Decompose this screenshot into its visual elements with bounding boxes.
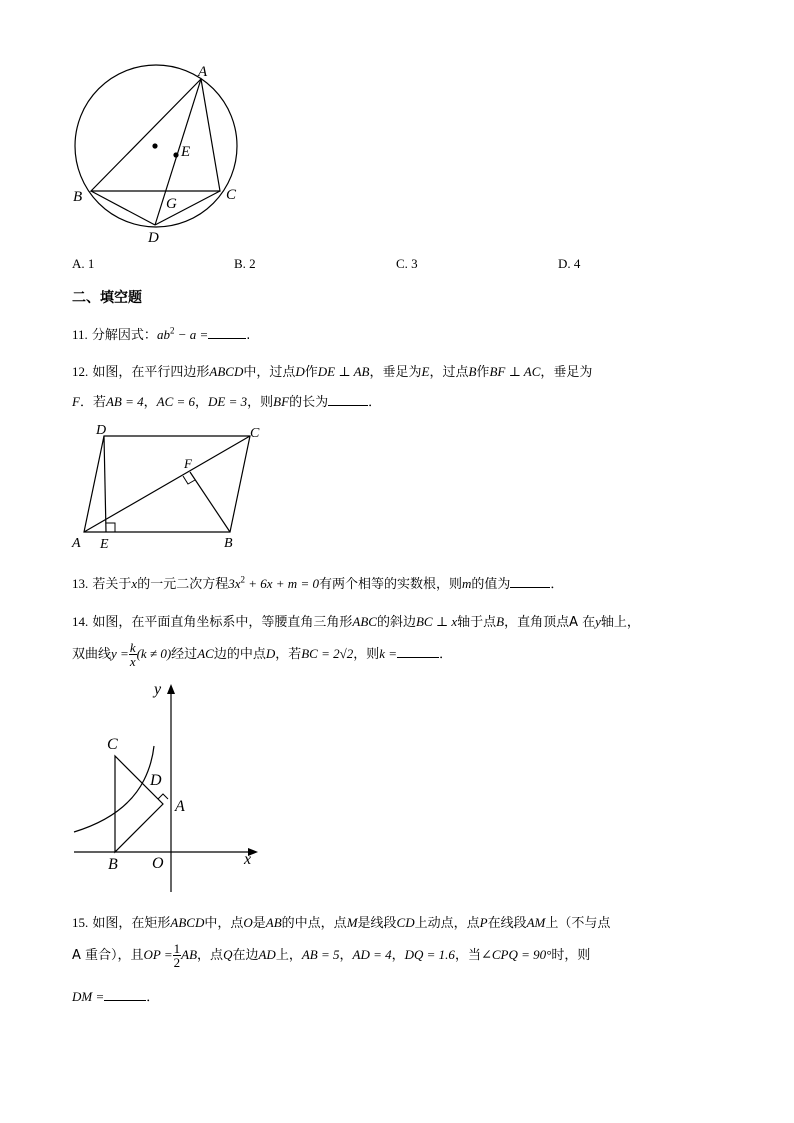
q14-answer-blank[interactable] (397, 645, 439, 658)
q15-ab: AB (265, 915, 282, 930)
q15-angle: ∠CPQ = 90° (480, 947, 552, 962)
q15-ad-value: AD = 4 (352, 947, 392, 962)
right-angle-mark-e (106, 523, 115, 532)
segment-cd (155, 191, 220, 225)
question-15-line2 (72, 938, 590, 972)
q13-text-2: 的一元二次方程 (137, 577, 229, 592)
label-x: x (244, 851, 252, 868)
q14-frac-num: k (129, 640, 136, 655)
y-axis-arrow (167, 684, 175, 694)
q14-text-7: 经过 (171, 647, 198, 662)
label-e: E (181, 144, 191, 160)
label-o: O (152, 855, 164, 872)
q13-end: ． (550, 577, 564, 592)
q11-text: 分解因式： (91, 328, 157, 343)
q12-e: E (421, 364, 430, 379)
segment-bf (190, 472, 230, 532)
label-d: D (148, 230, 159, 246)
q14-k-eq: k = (379, 646, 398, 661)
q14-bc-value: BC = 2√2 (301, 646, 354, 661)
q14-text-6: 双曲线 (72, 647, 112, 662)
q13-text-1: 若关于 (92, 577, 132, 592)
q15-text-5: 是线段 (357, 916, 397, 931)
q15-dq-value: DQ = 1.6 (404, 947, 455, 962)
q14-text-1: 如图，在平面直角坐标系中，等腰直角三角形 (92, 615, 353, 630)
q15-p: P (479, 915, 488, 930)
diagonal-ac (84, 436, 250, 532)
q14-d: D (265, 646, 276, 661)
choice-d: D. 4 (558, 256, 581, 271)
q12-b: B (468, 364, 477, 379)
parallelogram-figure (62, 420, 282, 555)
q15-frac-num: 1 (173, 941, 181, 956)
q13-x: x (131, 576, 138, 591)
q12-bf: BF (273, 394, 290, 409)
q15-text-6: 上动点，点 (414, 916, 480, 931)
q12-text-4: ，垂足为 (369, 365, 422, 380)
q12-text-9: ，则 (247, 395, 274, 410)
q12-ac-value: AC = 6 (156, 394, 196, 409)
q12-abcd: ABCD (209, 364, 244, 379)
q15-op-eq: OP = (143, 947, 173, 962)
q12-sep-2: ， (195, 395, 209, 410)
q11-expr-sup: 2 (169, 325, 175, 336)
q14-text-2: 的斜边 (376, 615, 416, 630)
choice-c: C. 3 (396, 256, 418, 271)
q15-ad: AD (258, 947, 276, 962)
q14-text-10: ，则 (353, 647, 380, 662)
q11-answer-blank[interactable] (208, 326, 246, 339)
q15-fraction (173, 942, 182, 969)
q15-text-14: 时，则 (551, 948, 591, 963)
q13-text-4: 的值为 (471, 577, 511, 592)
q12-text-6: 作 (476, 365, 490, 380)
q12-f: F (72, 394, 80, 409)
q12-d: D (295, 364, 305, 379)
q11-expr-b: − a = (174, 327, 209, 342)
q15-am: AM (526, 915, 546, 930)
triangle-abc (91, 79, 220, 191)
q12-text-8: ．若 (79, 395, 106, 410)
q12-de-value: DE = 3 (208, 394, 248, 409)
q15-text-10: ，点 (197, 948, 224, 963)
q15-ab-value: AB = 5 (301, 947, 340, 962)
q15-text-7: 在线段 (487, 916, 527, 931)
q14-frac-den: x (129, 654, 136, 669)
question-14-line2 (72, 638, 452, 670)
q12-text-5: ，过点 (429, 365, 469, 380)
q15-ab-2: AB (181, 947, 198, 962)
label-c: C (107, 736, 118, 753)
label-c: C (250, 426, 260, 441)
q14-text-5: 轴上， (600, 615, 640, 630)
question-11: 11. 分解因式：$ab^2 - a$ = . (72, 325, 251, 343)
q12-number: 12. (72, 364, 89, 379)
q14-y: y (595, 614, 601, 629)
q13-m: m (461, 576, 472, 591)
q13-eq-a: 3x (228, 576, 241, 591)
q12-text-1: 如图，在平行四边形 (92, 365, 210, 380)
q15-cd: CD (396, 915, 415, 930)
q15-text-1: 如图，在矩形 (92, 916, 171, 931)
q15-frac-den: 2 (173, 955, 181, 970)
point-e (173, 152, 178, 157)
coordinate-figure (66, 676, 276, 898)
section-title: 二、填空题 (72, 290, 142, 306)
question-13 (72, 573, 563, 592)
q15-text-3: 是 (252, 916, 266, 931)
q12-text-10: 的长为 (289, 395, 329, 410)
q14-text-9: ，若 (275, 647, 302, 662)
question-15-line1 (72, 912, 610, 931)
label-e: E (100, 537, 109, 552)
q14-fraction (129, 641, 137, 668)
hyperbola-curve (74, 746, 154, 832)
choice-b: B. 2 (234, 256, 256, 271)
q15-text-4: 的中点，点 (281, 916, 347, 931)
q14-b: B (496, 614, 505, 629)
q13-eq-sup: 2 (240, 574, 245, 585)
q14-abc: ABC (352, 614, 377, 629)
circle-triangle-figure (60, 58, 260, 250)
label-g: G (166, 196, 177, 212)
q15-sep-2: ， (391, 948, 405, 963)
q15-text-2: 中，点 (204, 916, 244, 931)
q13-number: 13. (72, 576, 89, 591)
label-f: F (184, 456, 192, 471)
label-y: y (154, 681, 162, 698)
segment-de (104, 436, 106, 532)
q12-bf-perp-ac: BF ⊥ AC (489, 364, 541, 379)
q15-sep-1: ， (339, 948, 353, 963)
q12-end: ． (368, 395, 382, 410)
q15-text-11: 在边 (232, 948, 259, 963)
q12-text-7: ，垂足为 (540, 365, 593, 380)
q15-text-12: 上， (275, 948, 302, 963)
label-b: B (108, 856, 118, 873)
question-12-line2 (72, 391, 381, 410)
q13-eq-b: + 6x + m = 0 (244, 576, 319, 591)
label-b: B (73, 189, 83, 205)
q11-expr-a: ab (156, 327, 170, 342)
q15-text-9: A 重合），且 (72, 948, 144, 963)
q14-ac: AC (197, 646, 214, 661)
center-point (152, 143, 157, 148)
q12-text-3: 作 (304, 365, 318, 380)
q12-text-2: 中，过点 (243, 365, 296, 380)
q14-text-3: 轴于点 (457, 615, 497, 630)
q14-end: ． (439, 647, 453, 662)
label-d: D (150, 772, 162, 789)
label-a: A (72, 536, 81, 551)
q11-number: 11. (72, 327, 88, 342)
label-a: A (198, 64, 208, 80)
q15-text-8: 上（不与点 (545, 916, 611, 931)
q12-de-perp-ab: DE ⊥ AB (317, 364, 370, 379)
label-d: D (96, 423, 107, 438)
q15-m: M (346, 915, 358, 930)
label-c: C (226, 187, 237, 203)
choice-a: A. 1 (72, 256, 95, 271)
q15-abcd: ABCD (170, 915, 205, 930)
q12-sep-1: ， (143, 395, 157, 410)
label-a: A (175, 798, 185, 815)
q15-o: O (243, 915, 253, 930)
q12-answer-blank[interactable] (328, 393, 368, 406)
q15-text-13: ，当 (454, 948, 481, 963)
q14-bc-perp-x: BC ⊥ x (415, 614, 458, 629)
question-14-line1 (72, 611, 640, 630)
q14-number: 14. (72, 614, 89, 629)
q12-ab-value: AB = 4 (105, 394, 144, 409)
q15-answer-blank[interactable] (104, 988, 146, 1001)
q15-q: Q (223, 947, 233, 962)
q15-number: 15. (72, 915, 89, 930)
q14-text-8: 边的中点 (213, 647, 266, 662)
question-15-line3 (72, 986, 159, 1005)
q15-dm-eq: DM = (72, 989, 105, 1004)
q15-end: ． (146, 990, 160, 1005)
q13-text-3: 有两个相等的实数根，则 (318, 577, 462, 592)
q14-y-eq: y = (111, 646, 129, 661)
q14-text-4: ，直角顶点A 在 (504, 615, 596, 630)
triangle-abc (115, 756, 163, 852)
q13-answer-blank[interactable] (510, 575, 550, 588)
question-12-line1 (72, 361, 592, 380)
q14-condition: (k ≠ 0) (136, 646, 172, 661)
segment-ad (155, 79, 201, 225)
right-angle-mark-a (158, 794, 168, 799)
label-b: B (224, 536, 233, 551)
